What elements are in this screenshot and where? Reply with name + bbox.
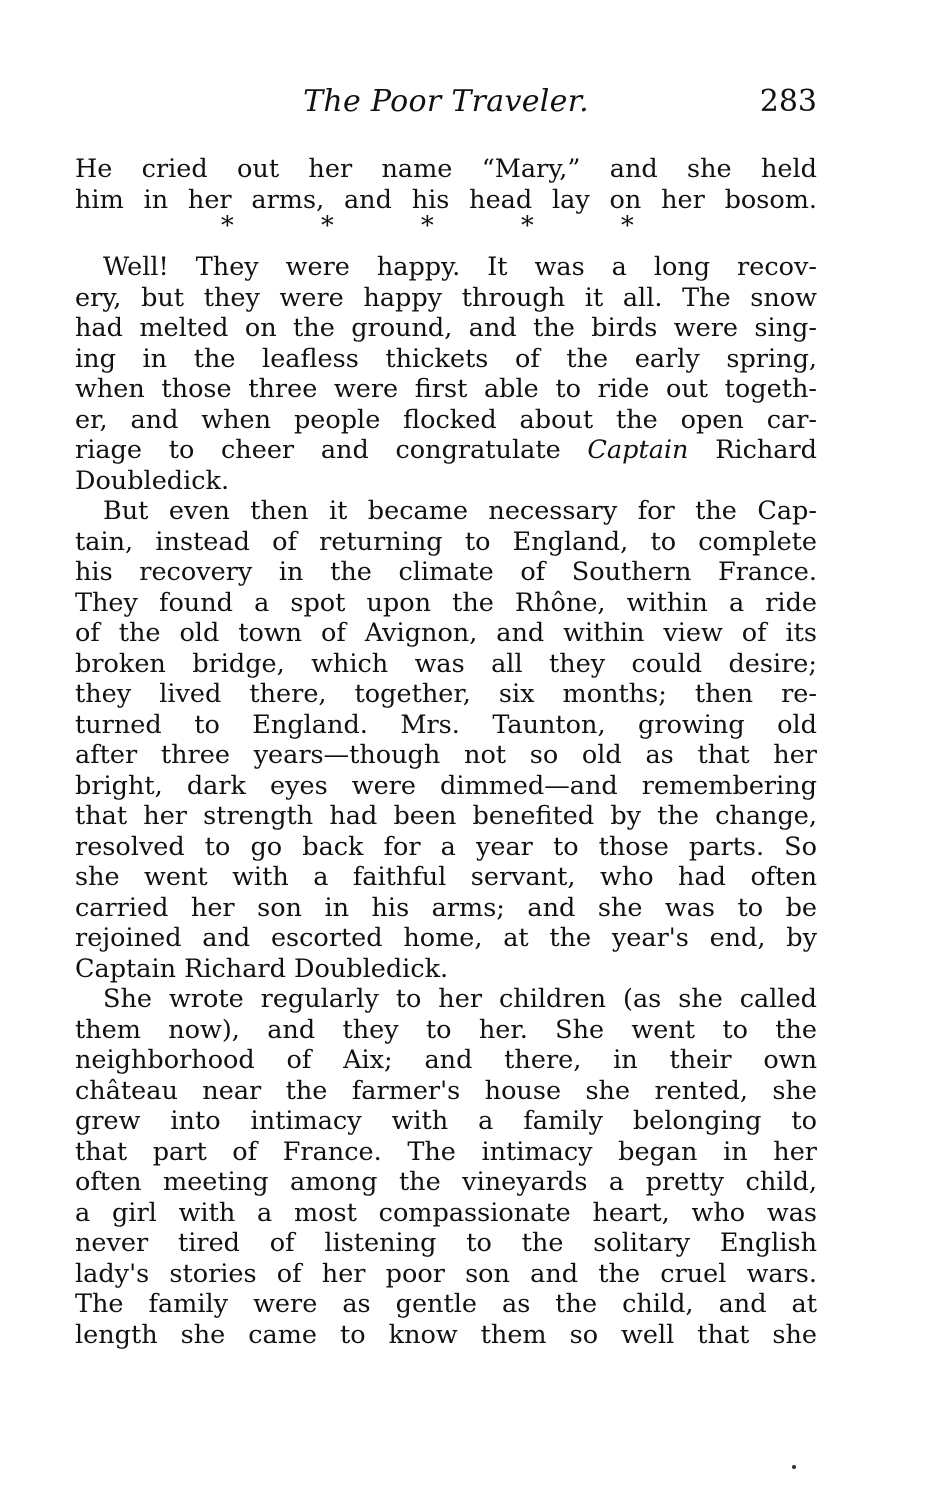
text-line: broken bridge, which was all they could desire; bbox=[75, 648, 817, 679]
text-line: er, and when people flocked about the open car- bbox=[75, 404, 817, 435]
text-line: that her strength had been benefited by the change, bbox=[75, 801, 817, 831]
text-line: She wrote regularly to her children (as she called bbox=[103, 984, 817, 1014]
section-separator bbox=[75, 215, 817, 237]
text-line: He cried out her name “Mary,” and she held bbox=[75, 154, 817, 184]
separator-asterisk: * bbox=[221, 215, 234, 237]
text-line: turned to England. Mrs. Taunton, growing old bbox=[75, 709, 817, 740]
text-line: resolved to go back for a year to those parts. So bbox=[75, 831, 817, 862]
separator-asterisk: * bbox=[421, 215, 434, 237]
ink-speck bbox=[792, 1465, 796, 1469]
separator-asterisk: * bbox=[321, 215, 334, 237]
separator-asterisk: * bbox=[621, 215, 634, 237]
emphasized-word: Captain bbox=[587, 435, 689, 465]
body-text bbox=[75, 154, 817, 1350]
text-fragment: Richard bbox=[715, 435, 817, 465]
text-line: Well! They were happy. It was a long recov- bbox=[103, 252, 817, 282]
text-line: had melted on the ground, and the birds were sing- bbox=[75, 313, 817, 343]
text-line: him in her arms, and his head lay on her bosom. bbox=[75, 184, 817, 215]
text-line: ery, but they were happy through it all. The snow bbox=[75, 282, 817, 313]
text-line: when those three were first able to ride out togeth- bbox=[75, 374, 817, 404]
text-line: they lived there, together, six months; then re- bbox=[75, 679, 817, 709]
text-line: them now), and they to her. She went to the bbox=[75, 1014, 817, 1045]
separator-asterisk: * bbox=[521, 215, 534, 237]
page-header bbox=[75, 84, 817, 124]
text-line: that part of France. The intimacy began in her bbox=[75, 1136, 817, 1167]
text-line: never tired of listening to the solitary English bbox=[75, 1228, 817, 1258]
text-line: They found a spot upon the Rhône, within a ride bbox=[75, 587, 817, 618]
text-line: But even then it became necessary for the Cap- bbox=[103, 496, 817, 526]
text-line: a girl with a most compassionate heart, who was bbox=[75, 1197, 817, 1228]
text-line: bright, dark eyes were dimmed—and remembering bbox=[75, 770, 817, 801]
text-line: Captain Richard Doubledick. bbox=[75, 953, 449, 984]
text-line: lady's stories of her poor son and the cruel wars. bbox=[75, 1258, 817, 1289]
text-line: after three years—though not so old as that her bbox=[75, 740, 817, 770]
text-line: neighborhood of Aix; and there, in their own bbox=[75, 1045, 817, 1075]
running-title: The Poor Traveler. bbox=[303, 84, 589, 119]
text-line: she went with a faithful servant, who had often bbox=[75, 862, 817, 892]
text-line: rejoined and escorted home, at the year's end, by bbox=[75, 923, 817, 953]
text-line: often meeting among the vineyards a pretty child, bbox=[75, 1167, 817, 1197]
text-line: his recovery in the climate of Southern France. bbox=[75, 557, 817, 587]
text-line: château near the farmer's house she rented, she bbox=[75, 1075, 817, 1106]
text-line: length she came to know them so well that she bbox=[75, 1319, 817, 1350]
text-line: ing in the leafless thickets of the early spring, bbox=[75, 343, 817, 374]
text-fragment: riage to cheer and congratulate bbox=[75, 435, 561, 465]
text-line-with-emphasis bbox=[75, 435, 817, 466]
text-line: The family were as gentle as the child, and at bbox=[75, 1289, 817, 1319]
text-line: carried her son in his arms; and she was to be bbox=[75, 892, 817, 923]
text-line: of the old town of Avignon, and within view of its bbox=[75, 618, 817, 648]
text-line: tain, instead of returning to England, to complete bbox=[75, 526, 817, 557]
text-line: Doubledick. bbox=[75, 465, 230, 496]
text-line: grew into intimacy with a family belonging to bbox=[75, 1106, 817, 1136]
page-number: 283 bbox=[759, 84, 817, 119]
